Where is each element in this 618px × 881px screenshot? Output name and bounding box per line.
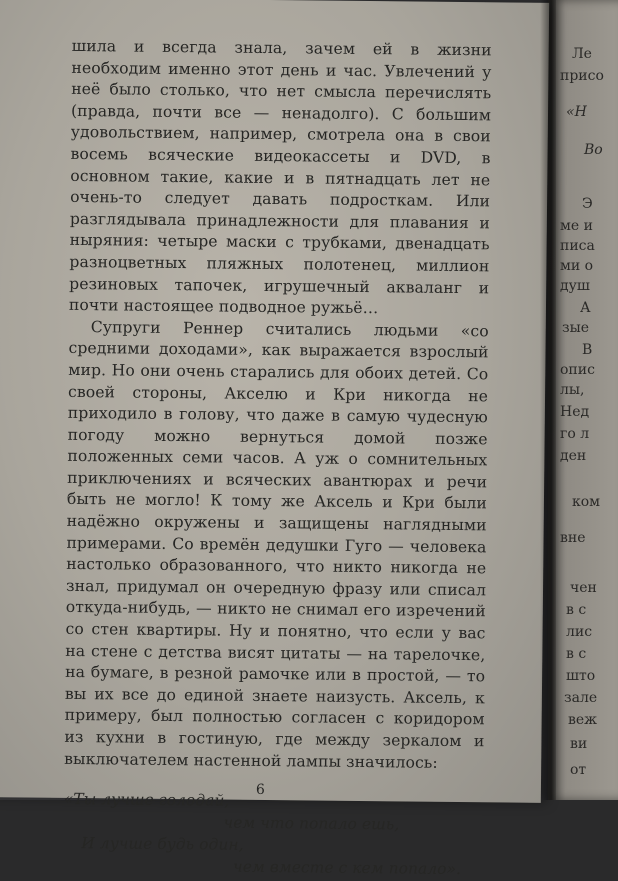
facing-fragment: в с (566, 602, 587, 618)
facing-fragment: ден (560, 448, 587, 464)
facing-fragment: «Н (566, 104, 587, 120)
facing-fragment: веж (568, 712, 598, 728)
book-gutter (540, 0, 556, 800)
facing-fragment: А (580, 300, 591, 316)
facing-fragment: чен (570, 580, 597, 596)
facing-fragment: Э (582, 196, 593, 212)
quote-line-3: И лучше будь один, (81, 834, 244, 854)
facing-fragment: присо (560, 68, 604, 84)
facing-fragment: ме и (560, 218, 593, 234)
facing-fragment: вне (560, 530, 586, 546)
facing-fragment: Ле (572, 46, 592, 62)
page-number: 6 (255, 781, 265, 798)
facing-fragment: в с (566, 646, 587, 662)
facing-fragment: от (570, 762, 587, 778)
facing-fragment: што (566, 668, 596, 684)
quote-line-2: чем что попало ешь, (223, 813, 400, 834)
facing-fragment: писа (560, 238, 595, 254)
facing-fragment: Во (584, 142, 603, 158)
facing-fragment: зале (564, 690, 598, 706)
paragraph-1: шила и всегда знала, зачем ей в жизни необходим именно этот день и час. Увлечений у неё было столько, что нет смысла перечислять (правда, почти все — ненадолго). С большим удовольствием, например, смотрела она в свои восемь всяческие видеокассеты и DVD, в основном такие, какие и в пятнадцать лет не очень-то следует давать подросткам. Или разглядывала принадлежности для плавания и ныряния: четыре маски с трубками, двенадцать разноцветных пляжных полотенец, миллион резиновых тапочек, игрушечный акваланг и почти настоящее подводное ружьё… (68, 36, 492, 318)
facing-fragment: лы, (560, 382, 585, 398)
paragraph-2: Супруги Реннер считались людьми «со средними доходами», как выражается взрослый мир. Но они очень старались для обоих детей. Со своей стороны, Акселю и Кри никогда не приходило в голову, что даже в самую чудесную погоду можно вернуться домой позже положенных семи часов. А уж о сомнительных приключениях и всяческих авантюрах и речи быть не могло! К тому же Аксель и Кри были надёжно окружены и защищены наглядными примерами. Со времён дедушки Гуго — человека настолько образованного, что никто никогда не знал, придумал он очередную фразу или списал откуда-нибудь, — никто не снимал его изречений со стен квартиры. Ну и понятно, что если у вас на стене с детства висят цитаты — на тарелочке, на бумаге, в резной рамочке или в простой, — то вы их все до единой знаете наизусть. Аксель, к примеру, был полностью согласен с коридором из кухни в гостиную, где между зеркалом и выключателем настенной лампы значилось: (64, 317, 489, 772)
facing-fragment: лис (566, 624, 593, 640)
facing-fragment: душ (560, 278, 590, 294)
quote-line-4: чем вместе с кем попало». (233, 857, 462, 879)
page-body (63, 36, 492, 881)
facing-fragment: Нед (560, 404, 590, 420)
facing-fragment: ми о (560, 258, 594, 274)
facing-fragment: го л (560, 426, 590, 442)
epigraph-quote (63, 788, 484, 880)
facing-fragment: зые (562, 320, 590, 336)
facing-fragment: ком (572, 494, 601, 510)
facing-fragment: опис (560, 362, 595, 378)
quote-line-1: «Ты лучше голодай, (63, 790, 230, 810)
facing-page-text (560, 0, 604, 800)
facing-fragment: В (582, 342, 593, 358)
facing-fragment: ви (570, 736, 588, 752)
